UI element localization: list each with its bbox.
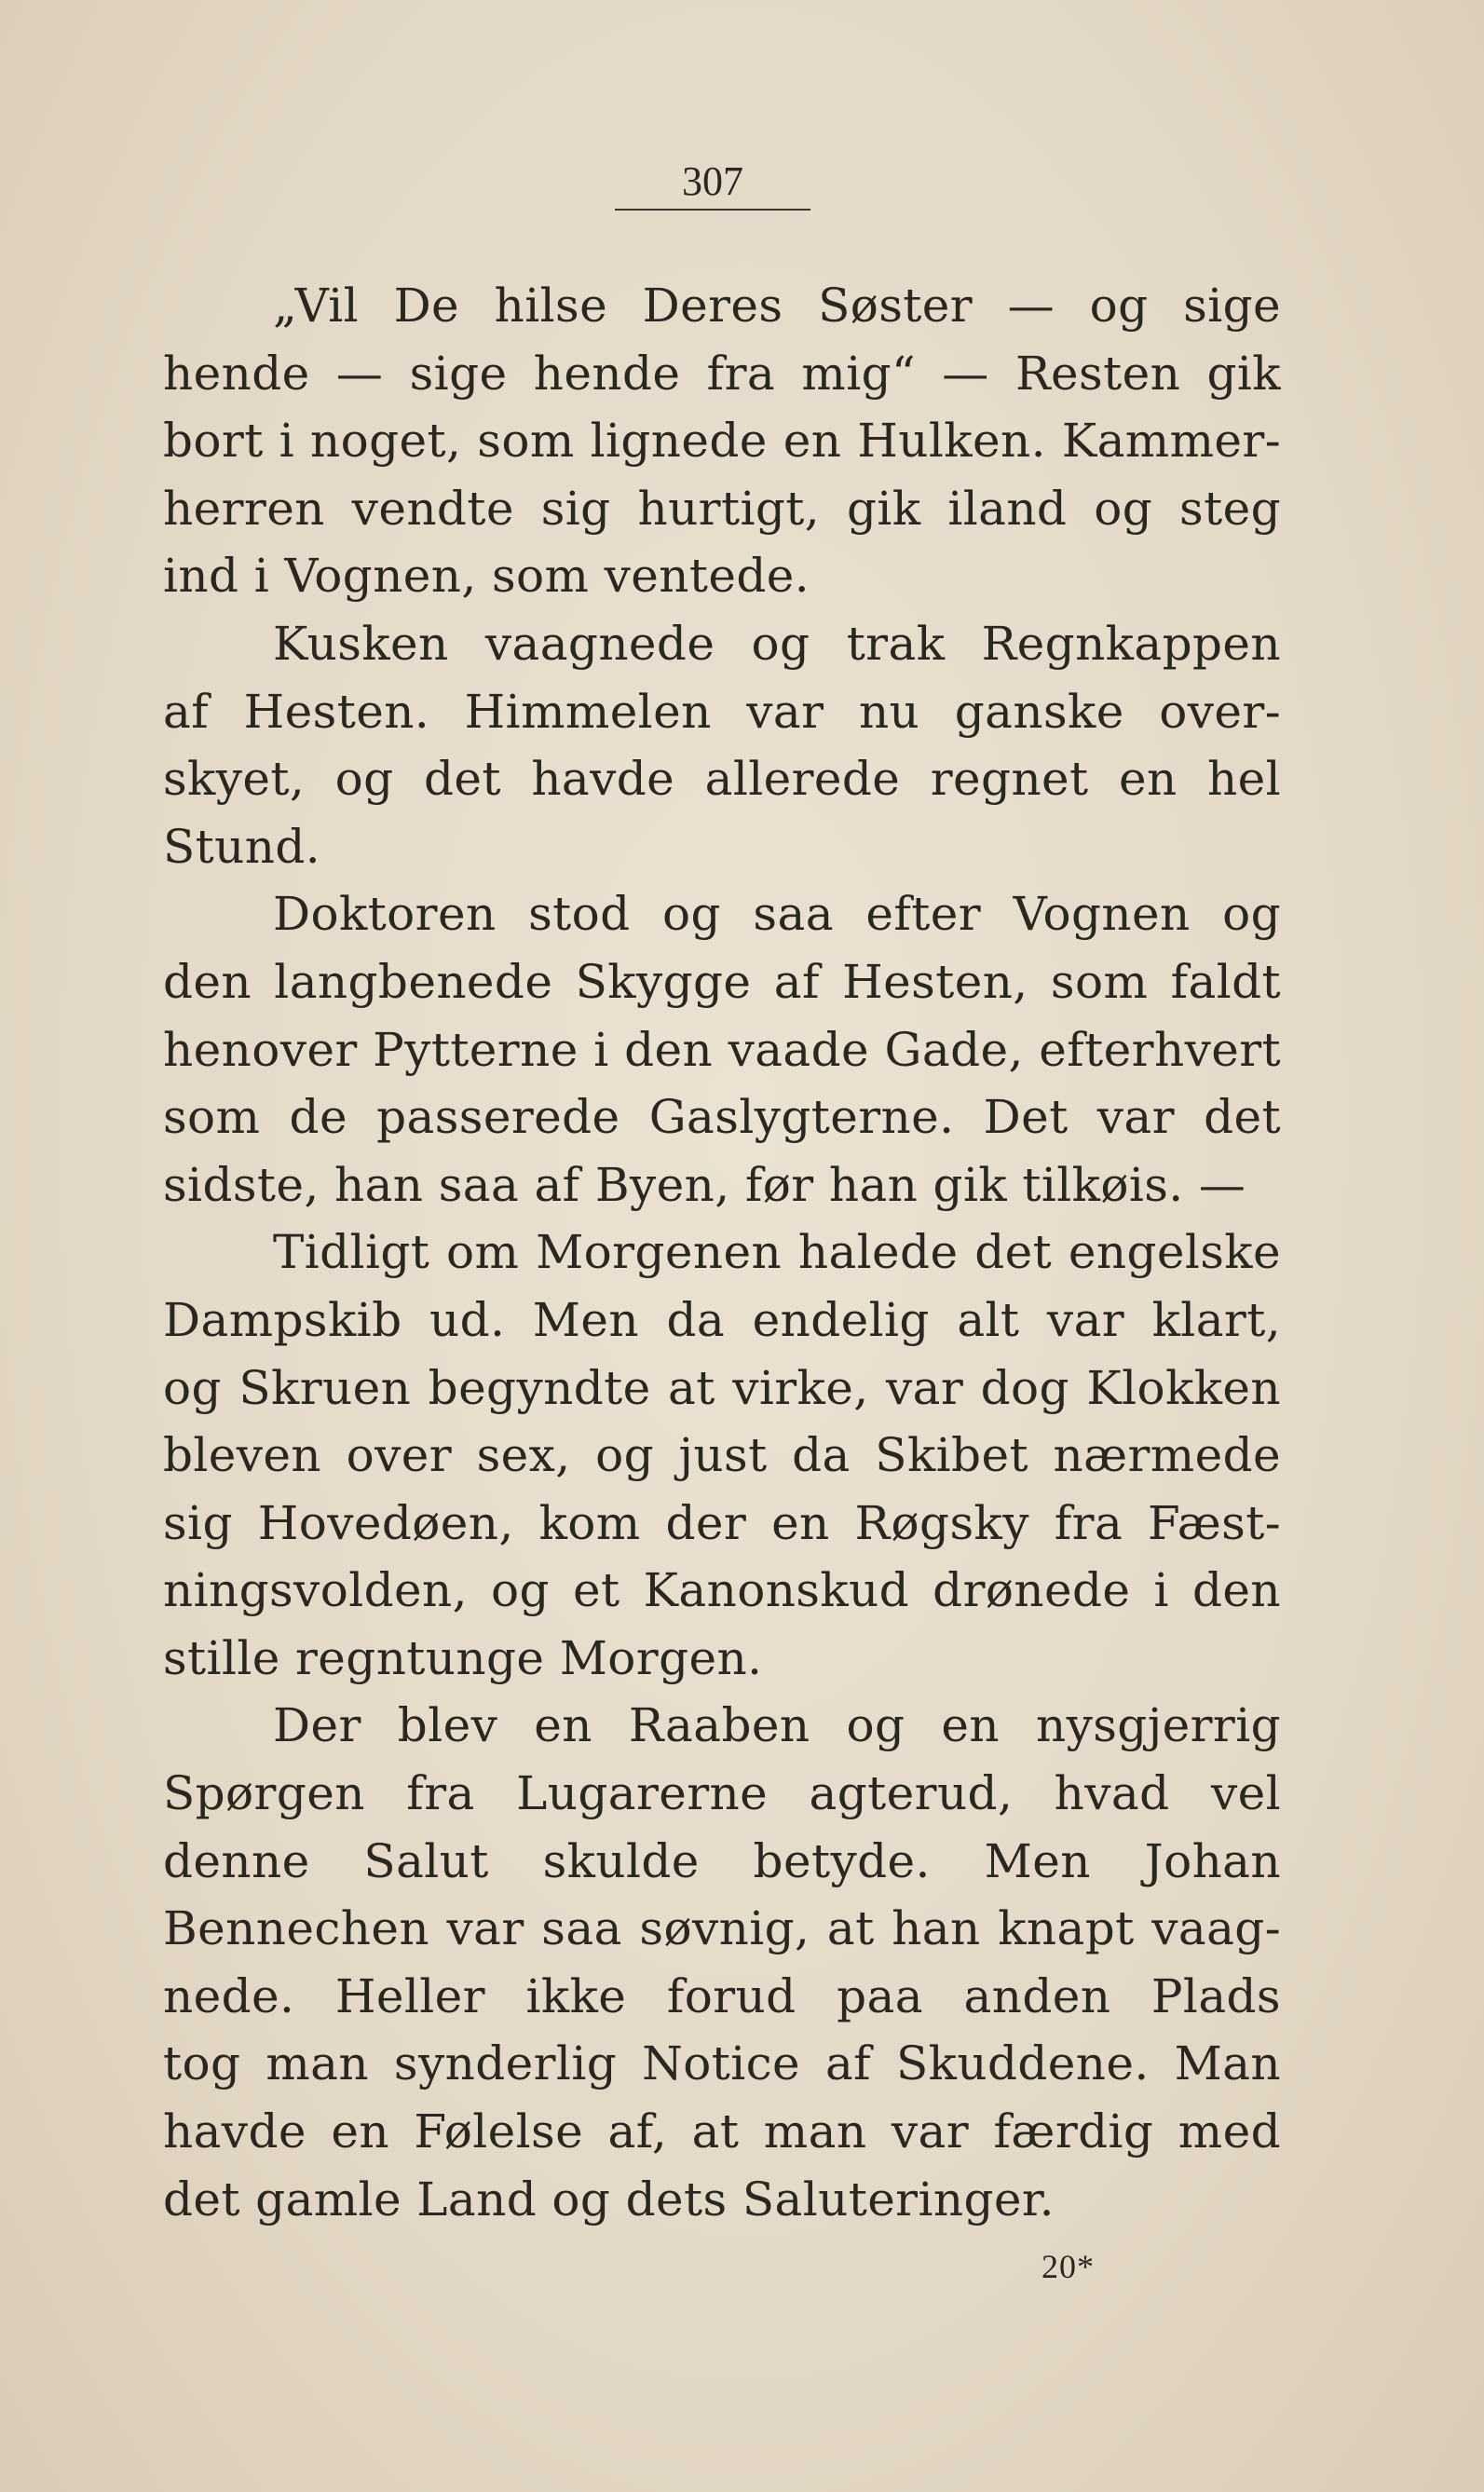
text-line: sidste, han saa af Byen, før han gik tilkøis. — — [163, 1157, 1246, 1212]
body-text — [163, 272, 1281, 2233]
signature-mark: 20* — [1042, 2248, 1095, 2285]
page-number: 307 — [615, 157, 810, 211]
text-line: Kusken vaagnede og trak Regnkappen — [273, 616, 1281, 671]
text-line: Bennechen var saa søvnig, at han knapt vaag- — [163, 1901, 1281, 1956]
text-line: Doktoren stod og saa efter Vognen og — [273, 887, 1281, 942]
text-line: ningsvolden, og et Kanonskud drønede i den — [163, 1563, 1281, 1618]
text-line: tog man synderlig Notice af Skuddene. Man — [163, 2036, 1281, 2091]
text-line: denne Salut skulde betyde. Men Johan — [163, 1833, 1281, 1888]
text-line: sig Hovedøen, kom der en Røgsky fra Fæst- — [163, 1495, 1281, 1550]
text-line: nede. Heller ikke forud paa anden Plads — [163, 1968, 1281, 2023]
text-line: bleven over sex, og just da Skibet nærmede — [163, 1428, 1281, 1483]
text-line: havde en Følelse af, at man var færdig med — [163, 2104, 1281, 2159]
text-line: henover Pytterne i den vaade Gade, efterhvert — [163, 1022, 1281, 1077]
text-line: herren vendte sig hurtigt, gik iland og steg — [163, 481, 1281, 536]
text-line: „Vil De hilse Deres Søster — og sige — [273, 279, 1281, 333]
text-line: ind i Vognen, som ventede. — [163, 549, 810, 604]
text-line: skyet, og det havde allerede regnet en hel — [163, 752, 1281, 807]
text-line: den langbenede Skygge af Hesten, som faldt — [163, 954, 1281, 1009]
text-line: Tidligt om Morgenen halede det engelske — [273, 1225, 1281, 1280]
text-line: og Skruen begyndte at virke, var dog Klokken — [163, 1360, 1281, 1415]
text-line: stille regntunge Morgen. — [163, 1630, 763, 1685]
text-line: Der blev en Raaben og en nysgjerrig — [273, 1698, 1281, 1753]
text-line: Spørgen fra Lugarerne agterud, hvad vel — [163, 1766, 1281, 1821]
text-line: Stund. — [163, 819, 321, 874]
text-line: bort i noget, som lignede en Hulken. Kammer- — [163, 414, 1281, 469]
text-line: som de passerede Gaslygterne. Det var det — [163, 1090, 1281, 1145]
text-line: af Hesten. Himmelen var nu ganske over- — [163, 684, 1281, 739]
text-line: det gamle Land og dets Saluteringer. — [163, 2172, 1055, 2226]
text-line: Dampskib ud. Men da endelig alt var klart, — [163, 1292, 1281, 1347]
text-line: hende — sige hende fra mig“ — Resten gik — [163, 346, 1281, 401]
